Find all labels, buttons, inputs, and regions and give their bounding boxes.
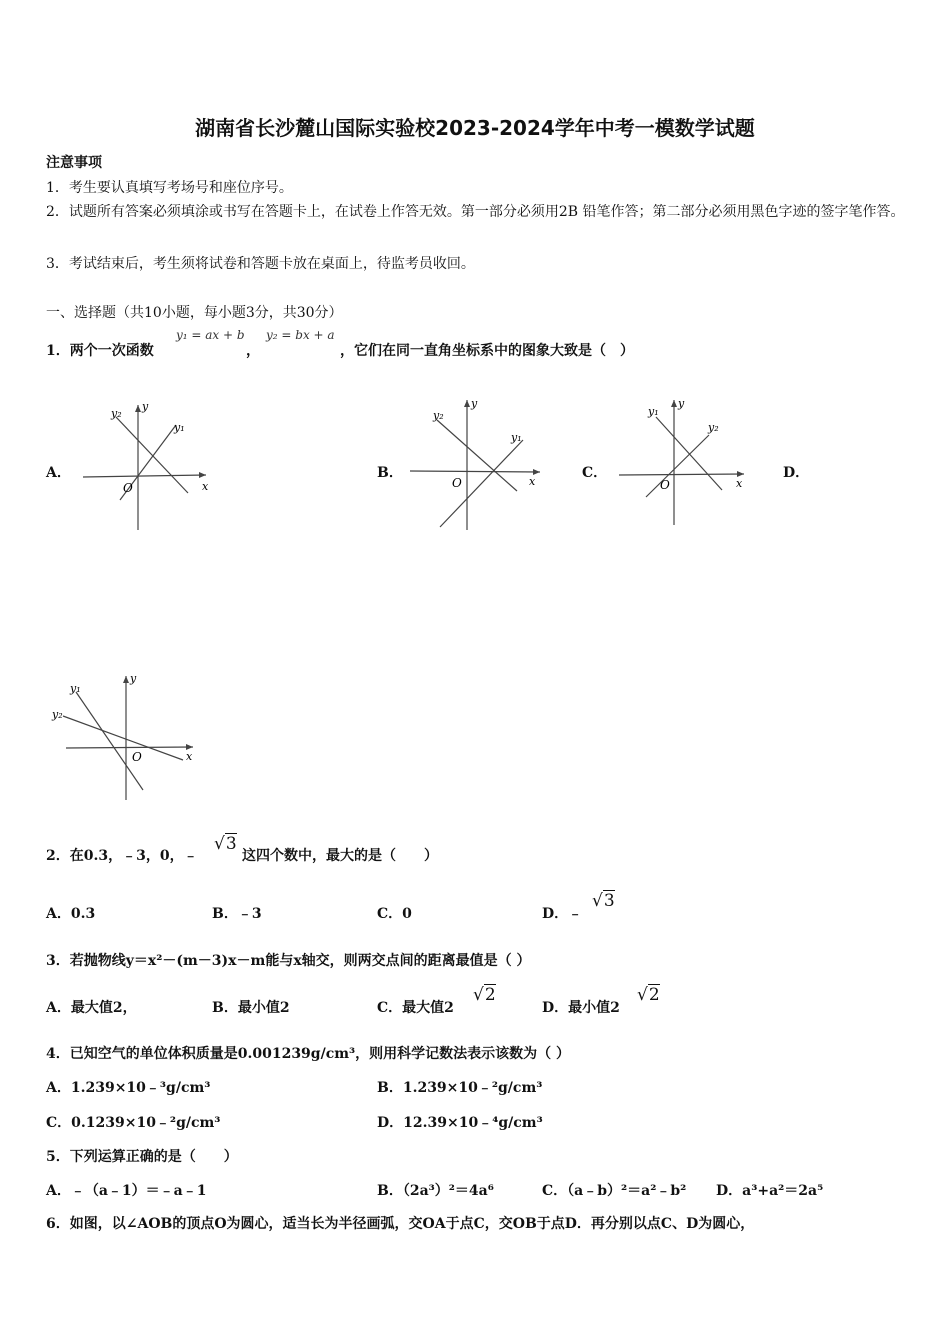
notice-heading: 注意事项 [46, 155, 102, 171]
q3-option-d-sqrt: √2 [637, 985, 660, 1005]
page-title: 湖南省长沙麓山国际实验校2023-2024学年中考一模数学试题 [195, 116, 755, 140]
line-y2 [63, 716, 183, 760]
y-label: y [471, 397, 478, 410]
origin-label: O [132, 750, 142, 764]
q2-option-d-sqrt: √3 [592, 891, 615, 911]
x-label: x [186, 750, 193, 763]
notice-item-2: 2．试题所有答案必须填涂或书写在答题卡上，在试卷上作答无效。第一部分必须用2B 铅笔作答；第二部分必须用黑色字迹的签字笔作答。 [46, 204, 905, 220]
section-heading: 一、选择题（共10小题，每小题3分，共30分） [46, 305, 343, 321]
q2-option-d-radicand: 3 [603, 891, 615, 911]
q1-graph-d [48, 672, 198, 807]
q5-option-c[interactable]: C．（a﹣b）²＝a²﹣b² [542, 1183, 687, 1199]
q1-option-b[interactable]: B． [377, 465, 403, 481]
y-label: y [142, 400, 149, 413]
q4-option-a[interactable]: A．1.239×10﹣³g/cm³ [46, 1080, 211, 1096]
q3-option-c-radicand: 2 [484, 985, 496, 1005]
q1-stem-suffix: ，它们在同一直角坐标系中的图象大致是（ ） [340, 343, 634, 359]
origin-label: O [452, 476, 462, 490]
q2-option-c[interactable]: C．0 [377, 906, 412, 922]
q4-stem: 4．已知空气的单位体积质量是0.001239g/cm³，则用科学记数法表示该数为（ ） [46, 1046, 571, 1062]
x-axis [410, 471, 540, 472]
line-y2 [437, 420, 517, 491]
q1-graph-c [614, 395, 754, 535]
q5-option-a[interactable]: A．﹣（a﹣1）＝﹣a﹣1 [46, 1183, 207, 1199]
y1-label: y₁ [174, 421, 185, 434]
x-axis [83, 475, 206, 477]
q4-option-d[interactable]: D．12.39×10﹣⁴g/cm³ [377, 1115, 543, 1131]
q2-option-d[interactable]: D．﹣ [542, 906, 583, 922]
notice-item-3: 3．考试结束后，考生须将试卷和答题卡放在桌面上，待监考员收回。 [46, 256, 475, 272]
y2-label: y₂ [433, 409, 444, 422]
q5-option-b[interactable]: B．（2a³）²＝4a⁶ [377, 1183, 494, 1199]
q1-graph-a [78, 395, 218, 535]
q1-graph-b [405, 395, 555, 535]
q2-option-b[interactable]: B．﹣3 [212, 906, 262, 922]
q1-option-d[interactable]: D． [783, 465, 810, 481]
x-axis [619, 474, 744, 475]
x-axis [66, 747, 193, 748]
notice-item-1: 1．考生要认真填写考场号和座位序号。 [46, 180, 293, 196]
q5-option-d[interactable]: D．a³+a²＝2a⁵ [716, 1183, 824, 1199]
x-label: x [736, 477, 743, 490]
q6-stem: 6．如图，以∠AOB的顶点O为圆心，适当长为半径画弧，交OA于点C，交OB于点D．再分别以点C、D为圆心， [46, 1216, 755, 1232]
y1-label: y₁ [70, 682, 81, 695]
q2-stem: 2．在0.3，﹣3，0，﹣ [46, 848, 198, 864]
y2-label: y₂ [708, 421, 719, 434]
q3-option-d[interactable]: D．最小值2 [542, 1000, 620, 1016]
q3-option-c-sqrt: √2 [473, 985, 496, 1005]
y2-label: y₂ [52, 708, 63, 721]
q3-option-c[interactable]: C．最大值2 [377, 1000, 454, 1016]
q2-radicand: 3 [225, 834, 237, 854]
q4-option-c[interactable]: C．0.1239×10﹣²g/cm³ [46, 1115, 221, 1131]
y1-label: y₁ [511, 431, 522, 444]
q1-option-c[interactable]: C． [582, 465, 608, 481]
q2-stem-suffix: 这四个数中，最大的是（ ） [242, 848, 438, 864]
q1-comma: ， [246, 343, 260, 359]
q4-option-b[interactable]: B．1.239×10﹣²g/cm³ [377, 1080, 543, 1096]
q3-option-a[interactable]: A．最大值2， [46, 1000, 137, 1016]
x-label: x [529, 475, 536, 488]
q1-formula-2: y₂ = bx + a [266, 328, 335, 342]
q2-option-a[interactable]: A．0.3 [46, 906, 96, 922]
q1-formula-1: y₁ = ax + b [176, 328, 245, 342]
origin-label: O [660, 478, 670, 492]
y1-label: y₁ [648, 405, 659, 418]
x-label: x [202, 480, 209, 493]
y2-label: y₂ [111, 407, 122, 420]
q3-option-d-radicand: 2 [648, 985, 660, 1005]
origin-label: O [123, 481, 133, 495]
y-label: y [130, 672, 137, 685]
q3-option-b[interactable]: B．最小值2 [212, 1000, 290, 1016]
q1-option-a[interactable]: A． [46, 465, 71, 481]
q5-stem: 5．下列运算正确的是（ ） [46, 1149, 238, 1165]
y-label: y [678, 397, 685, 410]
line-y1 [76, 692, 143, 790]
q3-stem: 3．若抛物线y＝x²－(m－3)x－m能与x轴交，则两交点间的距离最值是（ ） [46, 953, 531, 969]
q1-stem-prefix: 1．两个一次函数 [46, 343, 154, 359]
q2-sqrt: √3 [214, 834, 237, 854]
